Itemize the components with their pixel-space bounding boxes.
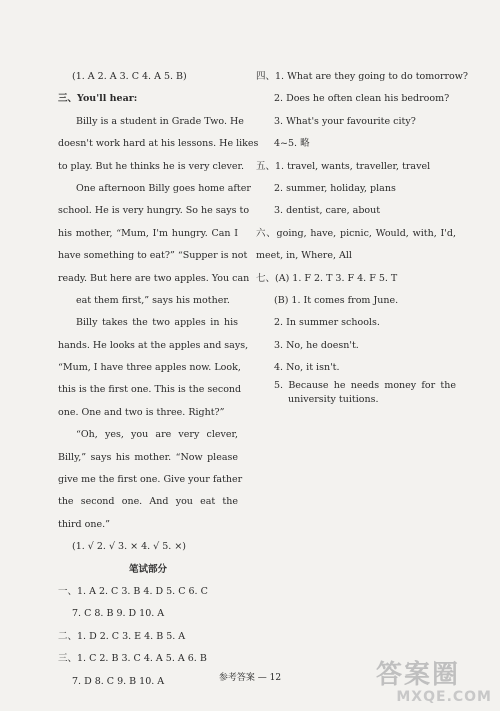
answer-line: 五、1. travel, wants, traveller, travel xyxy=(256,160,431,172)
answer-line: 3. dentist, care, about xyxy=(274,205,381,217)
page-footer: 参考答案 — 12 xyxy=(218,673,282,683)
script-line: have something to eat?” “Supper is not xyxy=(58,250,248,262)
answers-section-2: 二、1. D 2. C 3. E 4. B 5. A xyxy=(58,630,186,642)
script-line: give me the first one. Give your father xyxy=(58,474,243,486)
answer-line: 七、(A) 1. F 2. T 3. F 4. F 5. T xyxy=(256,272,398,284)
answer-line: 4~5. 略 xyxy=(274,138,310,150)
listening-answers-part2: (1. A 2. A 3. C 4. A 5. B) xyxy=(72,71,187,82)
answer-line: 3. No, he doesn't. xyxy=(274,339,359,351)
answer-line: 四、1. What are they going to do tomorrow? xyxy=(256,71,468,82)
answer-line: 六、going, have, picnic, Would, with, I'd, xyxy=(256,227,456,239)
listening-answers-part3: (1. √ 2. √ 3. × 4. √ 5. ×) xyxy=(72,541,186,553)
script-line: “Oh, yes, you are very clever, xyxy=(76,429,238,441)
written-section-title: 笔试部分 xyxy=(128,563,167,575)
script-line: Billy is a student in Grade Two. He xyxy=(76,115,244,127)
script-line: ready. But here are two apples. You can xyxy=(58,272,250,284)
script-line: “Mum, I have three apples now. Look, xyxy=(58,362,241,374)
answer-line: 2. In summer schools. xyxy=(274,317,380,329)
script-line: One afternoon Billy goes home after xyxy=(76,182,251,194)
answer-line: 2. summer, holiday, plans xyxy=(274,182,396,194)
script-line: to play. But he thinks he is very clever. xyxy=(58,160,245,172)
answer-line: 3. What's your favourite city? xyxy=(274,115,416,127)
site-watermark xyxy=(364,661,492,707)
answer-line: (B) 1. It comes from June. xyxy=(274,294,399,306)
answer-line: 4. No, it isn't. xyxy=(274,362,340,374)
answer-line: university tuitions. xyxy=(288,394,379,406)
answers-section-1-cont: 7. C 8. B 9. D 10. A xyxy=(72,608,165,620)
answer-line: meet, in, Where, All xyxy=(256,250,352,262)
listening-script-heading: 三、You'll hear: xyxy=(58,93,138,105)
script-line: eat them first,” says his mother. xyxy=(76,294,230,306)
answers-section-3-cont: 7. D 8. C 9. B 10. A xyxy=(72,675,165,687)
script-line: third one.” xyxy=(58,518,110,530)
script-line: Billy takes the two apples in his xyxy=(76,317,238,329)
watermark-url: MXQE.COM xyxy=(396,689,492,705)
script-line: doesn't work hard at his lessons. He likes xyxy=(58,138,259,150)
answer-line: 2. Does he often clean his bedroom? xyxy=(274,93,450,105)
script-line: one. One and two is three. Right?” xyxy=(58,406,225,418)
script-line: Billy,” says his mother. “Now please xyxy=(58,451,238,463)
answers-section-3: 三、1. C 2. B 3. C 4. A 5. A 6. B xyxy=(58,653,207,665)
script-line: hands. He looks at the apples and says, xyxy=(58,339,249,351)
script-line: his mother, “Mum, I'm hungry. Can I xyxy=(58,227,238,239)
script-line: this is the first one. This is the second xyxy=(58,384,242,396)
right-column xyxy=(256,66,468,407)
script-line: the second one. And you eat the xyxy=(58,496,238,508)
script-line: school. He is very hungry. So he says to xyxy=(58,205,250,217)
answer-line: 5. Because he needs money for the xyxy=(274,380,456,392)
watermark-logo-text: 答案圈 xyxy=(376,660,461,690)
answers-section-1: 一、1. A 2. C 3. B 4. D 5. C 6. C xyxy=(58,585,208,597)
